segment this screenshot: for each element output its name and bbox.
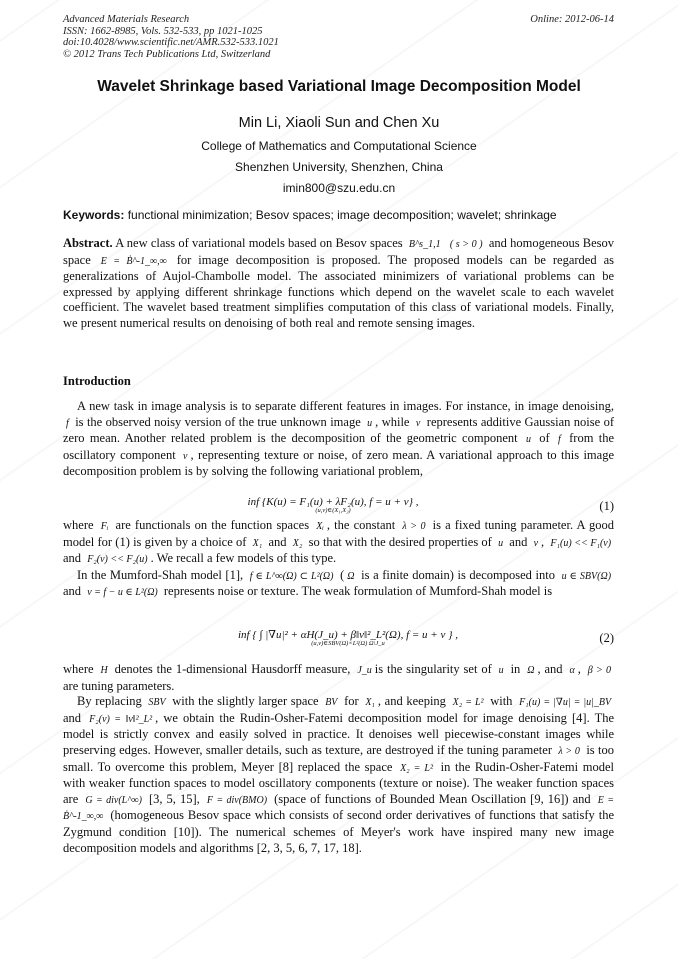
math-v: v xyxy=(183,450,188,462)
math-u: u xyxy=(367,417,373,429)
body-text: and xyxy=(509,534,528,549)
body-text: represents additive Gaussian noise of zero mean. Another related problem is the decomposition of the geometric component xyxy=(63,414,615,446)
keywords xyxy=(63,208,557,222)
equation-1-body xyxy=(233,496,433,514)
equation-1-number: (1) xyxy=(599,499,614,513)
body-text: ( xyxy=(340,567,345,582)
body-text: , representing texture or noise, of zero mean. A variational approach to this image decomposition problem is by solving the following variational problem, xyxy=(63,447,614,479)
equation-2 xyxy=(63,628,614,662)
math-f: f xyxy=(558,434,561,446)
math-beta: β > 0 xyxy=(587,665,612,676)
journal-name: Advanced Materials Research xyxy=(63,14,190,25)
body-text: and xyxy=(63,710,82,725)
body-text: (homogeneous Besov space which consists of second order derivatives of functions that satisfy the Zygmund condition [10]). The numerical schemes of Meyer's work have inspired many new image decomposition models and algorithms [2, 3, 5, 6, 7, 17, 18]. xyxy=(63,808,614,855)
body-text: is the observed noisy version of the true unknown image xyxy=(75,414,361,429)
doi-line: doi:10.4028/www.scientific.net/AMR.532-533.1021 xyxy=(63,37,279,48)
author-email: imin800@szu.edu.cn xyxy=(282,181,396,195)
math-lambda: λ > 0 xyxy=(402,521,426,532)
abstract xyxy=(63,236,614,332)
intro-paragraph-3: where H denotes the 1-dimensional Hausdorff measure, J_u is the singularity set of u in Ω , and α , β > 0 are tuning parameters. By replacing SBV with the slightly larger space BV for X₁ , and keeping X₂ = L² with F₁(u) = |∇u| = |u|_BV and F₂(v) = ‖v‖²_L² , we obtain the Rudin-Osher-Fatemi decomposition model for image denoising [4]. The model is strictly convex and easily solved in practice. It denoises well piecewise-constant images while preserving edges. However, smaller details, such as texture, are destroyed if the tuning parameter λ > 0 is too small. To overcome this problem, Meyer [8] replaced the space X₂ = L² in the Rudin-Osher-Fatemi model with weaker function spaces to model oscillatory components (texture or noise). The weaker function spaces are G = div(L^∞) [3, 5, 15], F = div(BMO) (space of functions of Bounded Mean Oscillation [9, 16]) and E = Ḃ^-1_∞,∞ (homogeneous Besov space which consists of second order derivatives of functions that satisfy the Zygmund condition [10]). The numerical schemes of Meyer's work have inspired many new image decomposition models and algorithms [2, 3, 5, 6, 7, 17, 18]. xyxy=(63,662,615,855)
body-text: A new task in image analysis is to separate different features in images. For instance, in image denoising, xyxy=(77,399,614,413)
math-x2-l2: X₂ = L² xyxy=(400,762,433,774)
body-text: and xyxy=(63,551,82,566)
body-text: , the constant xyxy=(326,518,396,532)
body-text: denotes the 1-dimensional Hausdorff measure, xyxy=(114,662,351,676)
body-text: By replacing xyxy=(77,694,142,709)
copyright-line: © 2012 Trans Tech Publications Ltd, Switzerland xyxy=(63,48,271,60)
math-besov: B^s_1,1 xyxy=(408,239,441,250)
math-e-space: E = Ḃ^-1_∞,∞ xyxy=(100,255,167,267)
body-text: where xyxy=(63,662,94,676)
body-text: and xyxy=(63,584,82,599)
math-s-positive: ( s > 0 ) xyxy=(449,239,483,250)
body-text: , and keeping xyxy=(377,694,446,709)
body-text: , we obtain the Rudin-Osher-Fatemi decomposition model for image denoising [4]. The model is strictly convex and easily solved in practice. It denoises well piecewise-constant images while preserving edges. However, smaller details, such as texture, are destroyed if the tuning parameter xyxy=(63,710,615,757)
math-x2-l2: X₂ = L² xyxy=(452,697,484,709)
equation-2-subscript: (u,v)∈SBV(Ω)×L²(Ω) Ω\J_u xyxy=(311,640,385,647)
affiliation-university: Shenzhen University, Shenzhen, China xyxy=(235,160,443,174)
body-text: In the Mumford-Shah model [1], xyxy=(77,567,244,582)
math-fi: Fᵢ xyxy=(100,521,109,532)
body-text: is a fixed tuning parameter. A good model for (1) is given by a choice of xyxy=(63,518,615,549)
journal-header xyxy=(63,14,279,60)
abstract-text: and homogeneous Besov space xyxy=(63,236,615,267)
equation-1-subscript: (u,v)∈(X₁,X₂) xyxy=(315,507,351,514)
math-x2: X₂ xyxy=(292,537,303,549)
body-text: with xyxy=(490,694,513,709)
math-f1-bv: F₁(u) = |∇u| = |u|_BV xyxy=(519,697,612,709)
author-list: Min Li, Xiaoli Sun and Chen Xu xyxy=(238,115,440,131)
math-ju: J_u xyxy=(357,665,372,676)
body-text: , while xyxy=(375,414,410,429)
math-g-space: G = div(L^∞) xyxy=(85,794,142,806)
equation-2-body xyxy=(203,628,493,647)
abstract-text: for image decomposition is proposed. The proposed models can be regarded as generalizations of Aujol-Chambolle model. The associated minimizers of variational problems can be expressed by applying different shrinkage functions which depend on the wavelet scale to each wavelet coefficient. The wavelet based treatment simplifies computation of this class of variational models. Finally, we present numerical results on denoising of both real and remote sensing images. xyxy=(63,252,614,330)
intro-paragraph-1 xyxy=(63,399,614,480)
body-text: is a finite domain) is decomposed into xyxy=(361,567,555,582)
body-text: (space of functions of Bounded Mean Oscillation [9, 16]) and xyxy=(274,791,591,806)
abstract-text: A new class of variational models based on Besov spaces xyxy=(115,236,403,250)
math-u: u xyxy=(525,434,531,446)
math-x1: X₁ xyxy=(365,697,375,709)
body-text: with the slightly larger space xyxy=(172,694,319,709)
body-text: . We recall a few models of this type. xyxy=(150,551,337,566)
abstract-label: Abstract. xyxy=(63,236,113,250)
keywords-text: functional minimization; Besov spaces; image decomposition; wavelet; shrinkage xyxy=(127,208,557,222)
body-text: where xyxy=(63,518,94,532)
math-f-linf: f ∈ L^∞(Ω) ⊂ L²(Ω) xyxy=(249,570,334,582)
math-v: v xyxy=(533,537,539,549)
math-v-l2: v = f − u ∈ L²(Ω) xyxy=(87,587,158,599)
math-omega: Ω xyxy=(347,570,355,582)
math-lambda: λ > 0 xyxy=(558,745,580,757)
math-sbv: SBV xyxy=(148,697,166,709)
body-text: from the oscillatory component xyxy=(63,431,615,462)
body-text: in xyxy=(510,662,521,676)
math-u-sbv: u ∈ SBV(Ω) xyxy=(561,570,612,582)
math-f2-l2: F₂(v) = ‖v‖²_L² xyxy=(89,713,153,725)
body-text: so that with the desired properties of xyxy=(308,534,492,549)
body-text: represents noise or texture. The weak formulation of Mumford-Shah model is xyxy=(163,584,553,599)
math-f2-ineq: F₂(v) << F₂(u) xyxy=(87,554,148,566)
math-e-space: E = Ḃ^-1_∞,∞ xyxy=(63,794,614,823)
intro-paragraph-2 xyxy=(63,518,614,601)
body-text: in the Rudin-Osher-Fatemi model with weaker function spaces to model oscillatory components (texture or noise). The weaker function spaces are xyxy=(63,759,614,806)
math-f-space: F = div(BMO) xyxy=(206,794,268,806)
section-heading-introduction: Introduction xyxy=(63,374,131,388)
math-u: u xyxy=(498,537,504,549)
math-u: u xyxy=(498,665,504,676)
math-v: v xyxy=(415,417,421,429)
issn-line: ISSN: 1662-8985, Vols. 532-533, pp 1021-1025 xyxy=(63,25,263,37)
math-f: f xyxy=(66,417,69,429)
math-xi: Xᵢ xyxy=(316,521,324,532)
body-text: , xyxy=(541,534,548,549)
body-text: , and xyxy=(537,662,563,676)
keywords-label: Keywords: xyxy=(63,208,125,222)
equation-1-expression: inf {K(u) = F₁(u) + λF₂(u), f = u + v} , xyxy=(247,496,419,508)
equation-2-expression: inf { ∫ |∇u|² + αH(J_u) + β‖v‖²_L²(Ω), f = u + v } , xyxy=(237,629,459,641)
body-text: [3, 5, 15], xyxy=(148,791,200,806)
body-text: and xyxy=(268,534,287,549)
equation-2-number: (2) xyxy=(599,631,614,645)
body-text: for xyxy=(344,694,359,709)
body-text: of xyxy=(539,431,550,446)
math-h: H xyxy=(100,665,108,676)
math-alpha: α xyxy=(569,665,575,676)
paper-title: Wavelet Shrinkage based Variational Image Decomposition Model xyxy=(97,78,581,95)
body-text: are functionals on the function spaces xyxy=(115,518,310,532)
math-x1: X₁ xyxy=(252,537,263,549)
body-text: are tuning parameters. xyxy=(63,678,175,693)
body-text: is the singularity set of xyxy=(374,662,492,676)
math-omega: Ω xyxy=(527,665,535,676)
body-text: is too small. To overcome this problem, Meyer [8] replaced the space xyxy=(63,742,614,774)
math-bv: BV xyxy=(325,697,338,709)
affiliation-college: College of Mathematics and Computational Science xyxy=(201,139,477,153)
math-f1-ineq: F₁(u) << F₁(v) xyxy=(550,537,612,549)
online-date: Online: 2012-06-14 xyxy=(530,14,614,25)
